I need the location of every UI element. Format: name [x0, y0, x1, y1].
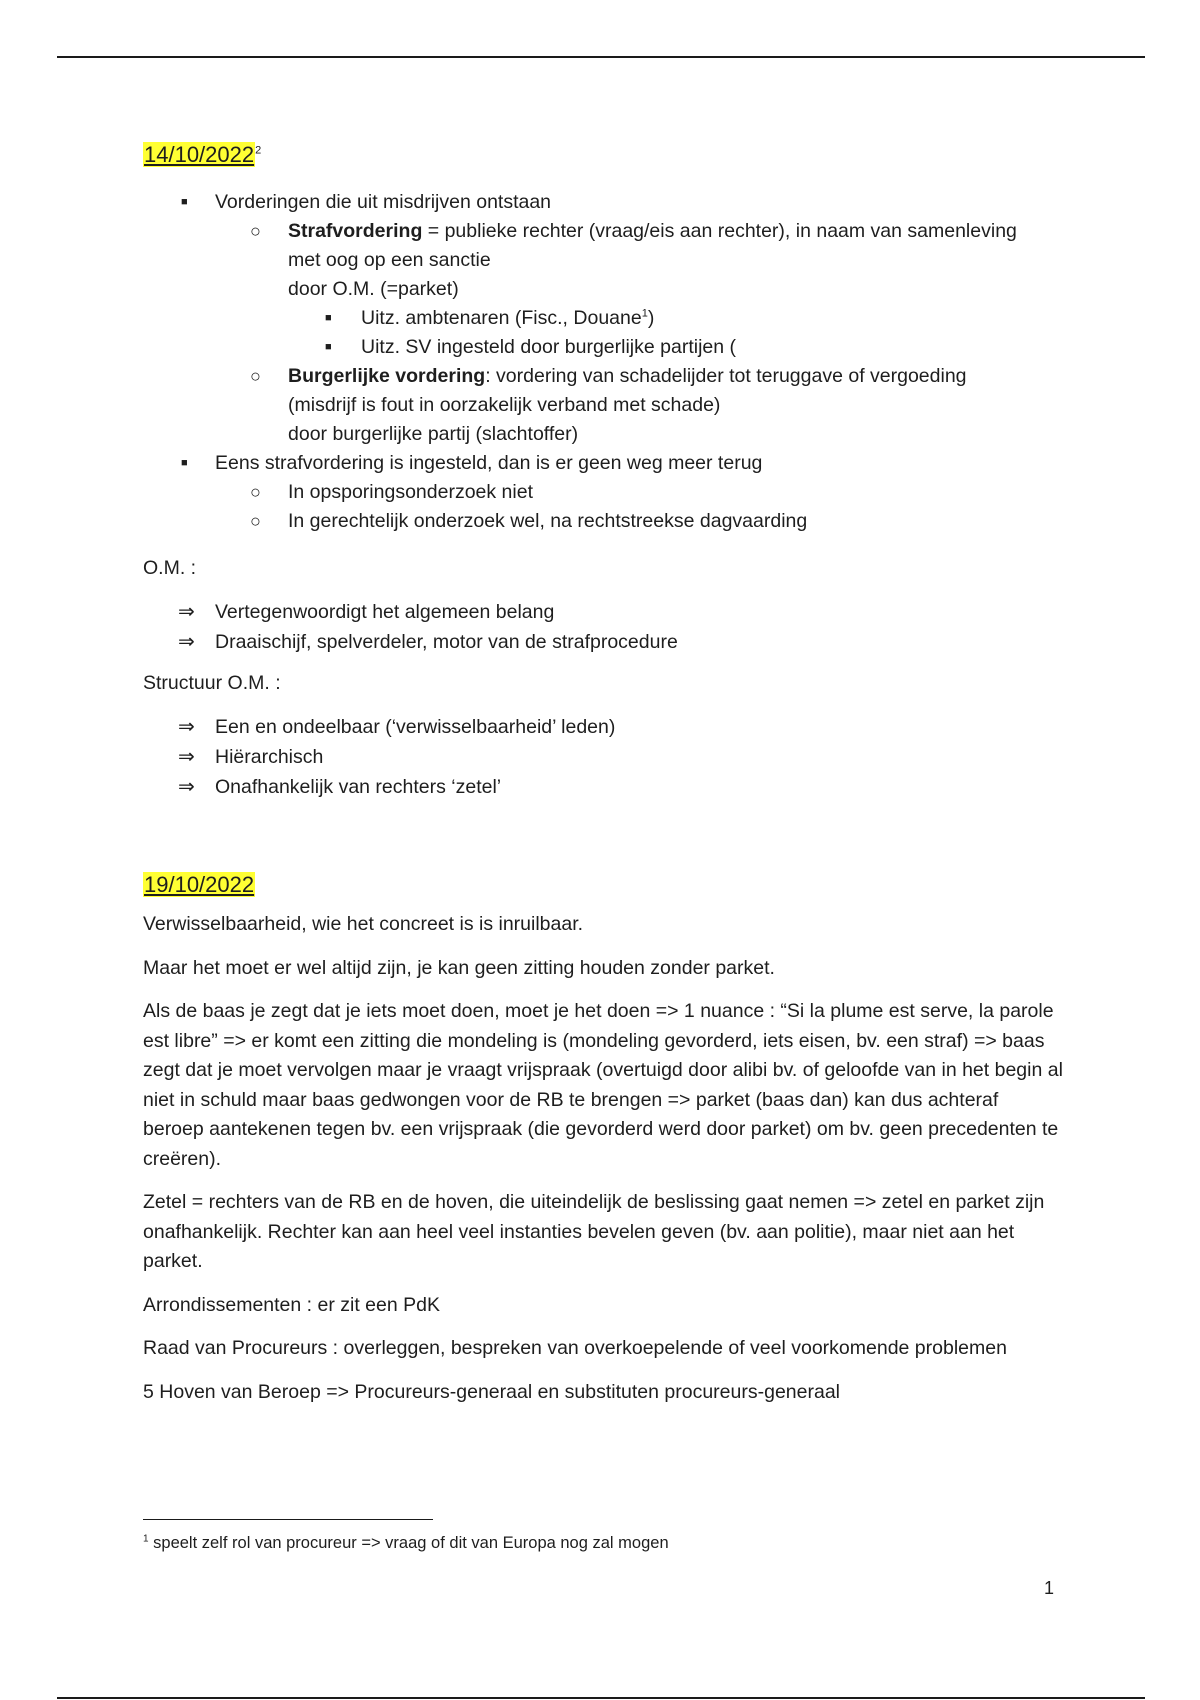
paragraph: 5 Hoven van Beroep => Procureurs-generaal en substituten procureurs-generaal [143, 1380, 841, 1403]
paragraph: Zetel = rechters van de RB en de hoven, die uiteindelijk de beslissing gaat nemen => zetel en parket zijn onafhankelijk. Rechter kan aan heel veel instanties bevelen geven (bv. aan politie), maar niet aan het parket. [143, 1191, 1045, 1272]
circle-bullet-icon: ○ [250, 366, 261, 386]
date-heading-1: 14/10/2022$^2$ [144, 142, 262, 167]
list-item-continuation: door burgerlijke partij (slachtoffer) [288, 423, 579, 445]
footnote-separator [143, 1519, 433, 1520]
square-bullet-icon: ■ [325, 341, 332, 353]
list-item-continuation: met oog op een sanctie [288, 249, 491, 271]
double-arrow-icon: ⇒ [178, 601, 195, 623]
list-item-continuation: (misdrijf is fout in oorzakelijk verband met schade) [288, 394, 721, 416]
footnote-ref-1: 1 [641, 307, 648, 320]
square-bullet-icon: ■ [181, 196, 188, 208]
paragraph: Als de baas je zegt dat je iets moet doen, moet je het doen => 1 nuance : “Si la plume est serve, la parole est libre” => er komt een zitting die mondeling is (mondeling gevorderd, iets eisen, bv. een straf) => baas zegt dat je moet vervolgen maar je vraagt vrijspraak (overtuigd door alibi bv. of geloofde van in het begin al niet in schuld maar baas gedwongen voor de RB te brengen => parket (baas dan) kan dus achteraf beroep aantekenen tegen bv. een vrijspraak (die gevorderd werd door parket) om bv. geen precedenten te creëren). [143, 1000, 1063, 1170]
om-item: ⇒ Draaischijf, spelverdeler, motor van de strafprocedure [143, 627, 1063, 657]
om-item: ⇒ Vertegenwoordigt het algemeen belang [143, 597, 1063, 627]
double-arrow-icon: ⇒ [178, 716, 195, 738]
paragraph: Maar het moet er wel altijd zijn, je kan geen zitting houden zonder parket. [143, 956, 775, 979]
paragraph: Verwisselbaarheid, wie het concreet is is inruilbaar. [143, 913, 584, 935]
double-arrow-icon: ⇒ [178, 776, 195, 798]
square-bullet-icon: ■ [181, 457, 188, 469]
page-number: 1 [1044, 1578, 1055, 1598]
om-label: O.M. : [143, 557, 197, 579]
list-item-gerechtelijk: ○ In gerechtelijk onderzoek wel, na rechtstreekse dagvaarding [143, 507, 1063, 536]
page-content [143, 140, 1063, 1421]
paragraph: Raad van Procureurs : overleggen, bespreken van overkoepelende of veel voorkomende problemen [143, 1337, 1007, 1359]
list-item-vorderingen: ■ Vorderingen die uit misdrijven ontstaan [143, 188, 1063, 217]
structuur-item: ⇒ Een en ondeelbaar (‘verwisselbaarheid’ leden) [143, 712, 1063, 742]
paragraph: Arrondissementen : er zit een PdK [143, 1293, 440, 1316]
circle-bullet-icon: ○ [250, 482, 261, 502]
list-item-continuation: door O.M. (=parket) [288, 278, 459, 300]
structuur-label: Structuur O.M. : [143, 672, 281, 694]
footnote: $^1$ speelt zelf rol van procureur => vraag of dit van Europa nog zal mogen [143, 1533, 669, 1552]
list-item-eens-strafvordering: ■ Eens strafvordering is ingesteld, dan is er geen weg meer terug [143, 449, 1063, 478]
list-item-opsporing: ○ In opsporingsonderzoek niet [143, 478, 1063, 507]
footnote-ref-2: 2 [255, 144, 262, 157]
list-item-uitz-sv: ■ Uitz. SV ingesteld door burgerlijke partijen ( [143, 333, 1063, 362]
square-bullet-icon: ■ [325, 312, 332, 324]
list-item-uitz-ambtenaren: ■ Uitz. ambtenaren (Fisc., Douane$^1$) [143, 304, 1063, 333]
footnote-number: 1 [143, 1533, 149, 1545]
top-rule [57, 56, 1145, 58]
list-item-strafvordering: ○ Strafvordering = publieke rechter (vraag/eis aan rechter), in naam van samenleving [143, 217, 1063, 246]
list-item-burgerlijke-vordering: ○ Burgerlijke vordering: vordering van schadelijder tot teruggave of vergoeding [143, 362, 1063, 391]
structuur-item: ⇒ Onafhankelijk van rechters ‘zetel’ [143, 772, 1063, 802]
circle-bullet-icon: ○ [250, 221, 261, 241]
double-arrow-icon: ⇒ [178, 746, 195, 768]
bottom-rule [57, 1697, 1145, 1699]
structuur-item: ⇒ Hiërarchisch [143, 742, 1063, 772]
double-arrow-icon: ⇒ [178, 631, 195, 653]
date-heading-2: 19/10/2022 [144, 872, 255, 897]
circle-bullet-icon: ○ [250, 511, 261, 531]
